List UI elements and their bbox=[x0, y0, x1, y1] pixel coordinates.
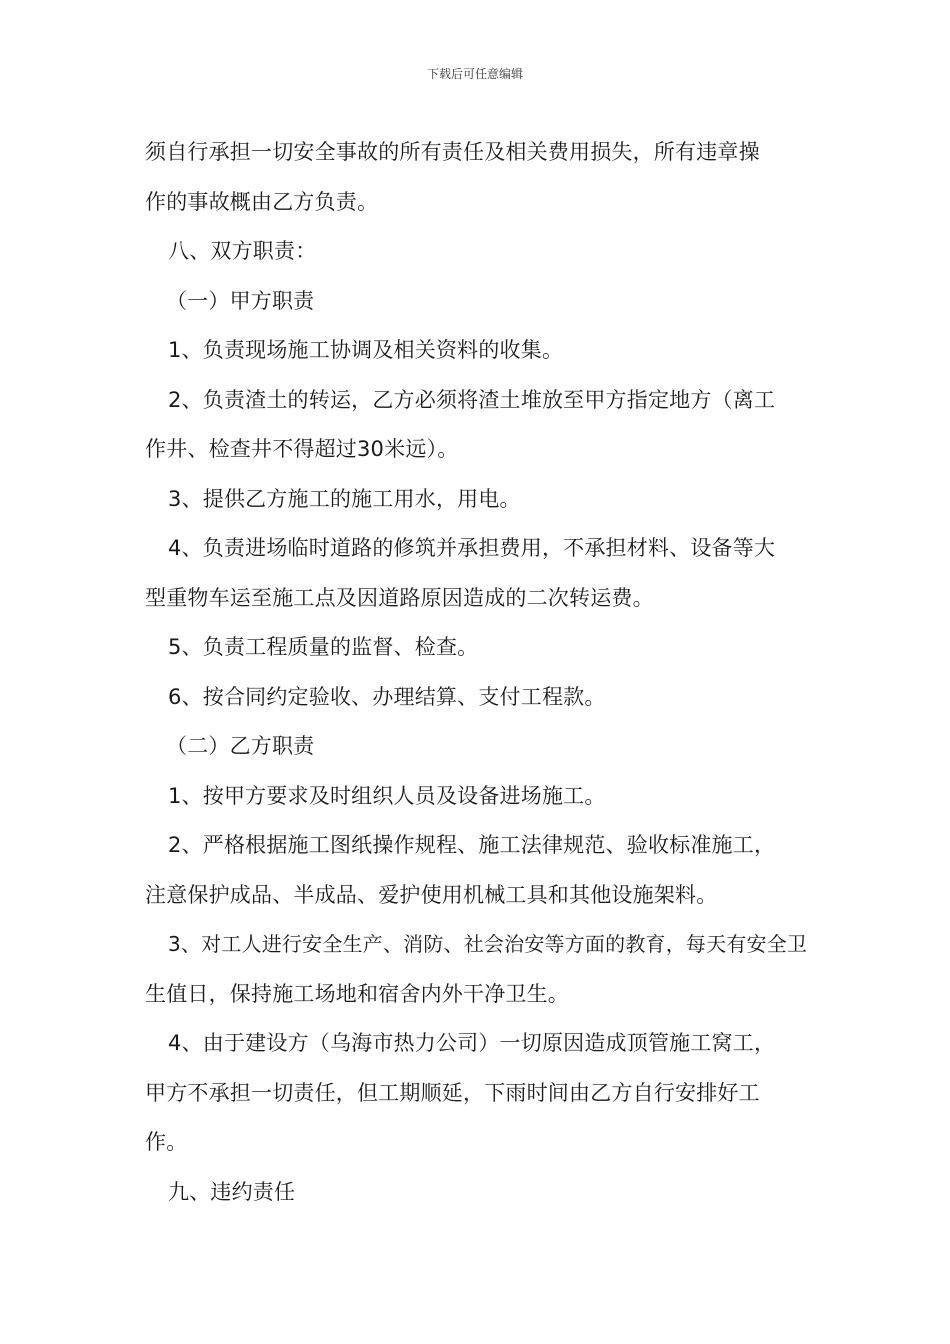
list-item: 2、负责渣土的转运，乙方必须将渣土堆放至甲方指定地方（离工 bbox=[168, 387, 776, 412]
list-item: 6、按合同约定验收、办理结算、支付工程款。 bbox=[168, 684, 606, 709]
list-item: 2、严格根据施工图纸操作规程、施工法律规范、验收标准施工， bbox=[168, 833, 776, 857]
section-heading: 九、违约责任 bbox=[168, 1179, 296, 1204]
list-item: 3、对工人进行安全生产、消防、社会治安等方面的教育，每天有安全卫 bbox=[168, 932, 808, 956]
paragraph-line: 注意保护成品、半成品、爱护使用机械工具和其他设施架料。 bbox=[145, 882, 718, 907]
subsection-heading: （一）甲方职责 bbox=[166, 288, 315, 313]
list-item: 1、负责现场施工协调及相关资料的收集。 bbox=[168, 338, 564, 362]
page-header: 下载后可任意编辑 bbox=[426, 67, 523, 81]
paragraph-line: 型重物车运至施工点及因道路原因造成的二次转运费。 bbox=[145, 585, 654, 610]
paragraph-line: 甲方不承担一切责任，但工期顺延，下雨时间由乙方自行安排好工 bbox=[145, 1080, 760, 1105]
paragraph-line: 生值日，保持施工场地和宿舍内外干净卫生。 bbox=[145, 981, 569, 1006]
list-item: 3、提供乙方施工的施工用水，用电。 bbox=[168, 486, 521, 511]
list-item: 4、由于建设方（乌海市热力公司）一切原因造成顶管施工窝工， bbox=[168, 1031, 776, 1055]
paragraph-line: 作。 bbox=[145, 1130, 188, 1154]
list-item: 1、按甲方要求及时组织人员及设备进场施工。 bbox=[168, 783, 606, 808]
list-item: 5、负责工程质量的监督、检查。 bbox=[168, 635, 479, 659]
subsection-heading: （二）乙方职责 bbox=[166, 734, 315, 758]
paragraph-line: 须自行承担一切安全事故的所有责任及相关费用损失，所有违章操 bbox=[145, 140, 760, 164]
paragraph-line: 作井、检查井不得超过30米远）。 bbox=[145, 437, 459, 461]
section-heading: 八、双方职责： bbox=[168, 239, 317, 263]
list-item: 4、负责进场临时道路的修筑并承担费用，不承担材料、设备等大 bbox=[168, 536, 776, 560]
document-body bbox=[145, 128, 810, 1217]
paragraph-line: 作的事故概由乙方负责。 bbox=[145, 189, 379, 214]
